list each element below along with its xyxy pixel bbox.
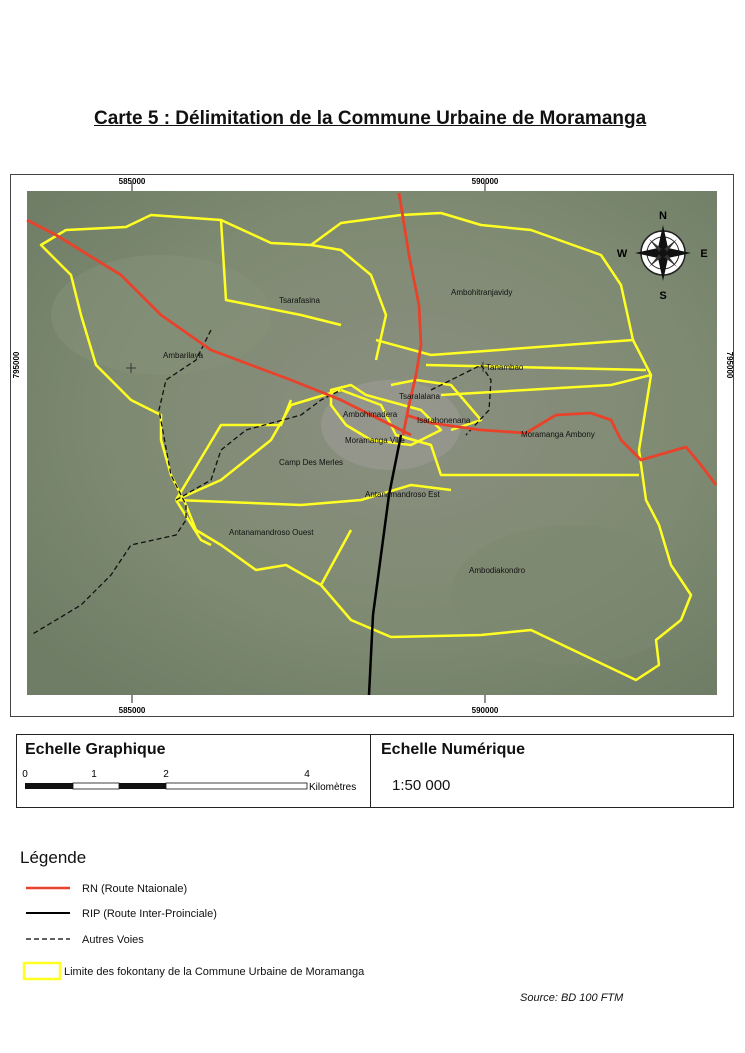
- place-ambohitranjavidy: Ambohitranjavidy: [451, 288, 513, 297]
- map-canvas: [11, 175, 733, 716]
- numeric-scale-value: 1:50 000: [392, 777, 451, 794]
- place-ambohimadera: Ambohimadera: [343, 410, 398, 419]
- compass-north: N: [659, 210, 667, 222]
- scale-unit: Kilomètres: [309, 782, 357, 793]
- legend-label-rip: RIP (Route Inter-Proinciale): [82, 908, 217, 920]
- coord-label-top-2: 590000: [471, 177, 499, 186]
- terrain-patch: [451, 525, 691, 665]
- place-antanamandroso-ouest: Antanamandroso Ouest: [229, 528, 314, 537]
- scale-segment: [73, 783, 119, 789]
- compass-west: W: [616, 248, 628, 260]
- coord-label-left: 795000: [12, 351, 21, 379]
- coord-label-top-1: 585000: [118, 177, 146, 186]
- graphic-scale-title: Echelle Graphique: [25, 741, 166, 758]
- coord-label-bottom-2: 590000: [471, 706, 499, 715]
- scale-tick-0: 0: [22, 769, 28, 780]
- legend-title: Légende: [20, 848, 87, 867]
- compass-east: E: [700, 248, 708, 260]
- source-note: Source: BD 100 FTM: [520, 992, 624, 1004]
- place-moramanga-ambony: Moramanga Ambony: [521, 430, 595, 439]
- legend-label-autres-voies: Autres Voies: [82, 934, 144, 946]
- place-antanamandroso-est: Antanamandroso Est: [365, 490, 440, 499]
- map-frame: [10, 174, 734, 717]
- scale-tick-2: 2: [163, 769, 169, 780]
- scale-segment: [166, 783, 307, 789]
- graphic-scale-bar: [17, 763, 369, 807]
- place-moramanga-ville: Moramanga Ville: [345, 436, 405, 445]
- place-camp-des-merles: Camp Des Merles: [279, 458, 344, 467]
- place-tsarafasina: Tsarafasina: [279, 296, 320, 305]
- place-ambarilava: Ambarilava: [163, 351, 204, 360]
- coord-label-right: 795000: [725, 351, 734, 379]
- place-tanambao: Tanambao: [486, 363, 524, 372]
- map-title: Carte 5 : Délimitation de la Commune Urbaine de Moramanga: [94, 108, 647, 129]
- legend-label-fokontany: Limite des fokontany de la Commune Urbaine de Moramanga: [64, 966, 365, 978]
- coord-label-bottom-1: 585000: [118, 706, 146, 715]
- numeric-scale-title: Echelle Numérique: [381, 741, 526, 758]
- scale-segment: [25, 783, 73, 789]
- scale-tick-4: 4: [304, 769, 310, 780]
- place-tsaralalana: Tsaralalana: [399, 392, 440, 401]
- place-isarahonenana: Isarahonenana: [417, 416, 471, 425]
- scale-divider: [370, 735, 371, 807]
- scale-tick-1: 1: [91, 769, 97, 780]
- scale-segment: [119, 783, 166, 789]
- place-ambodiakondro: Ambodiakondro: [469, 566, 526, 575]
- scale-panel: [16, 734, 734, 808]
- legend-symbol-fokontany: [24, 963, 60, 979]
- compass-south: S: [659, 290, 667, 302]
- legend-label-rn: RN (Route Ntaionale): [82, 883, 188, 895]
